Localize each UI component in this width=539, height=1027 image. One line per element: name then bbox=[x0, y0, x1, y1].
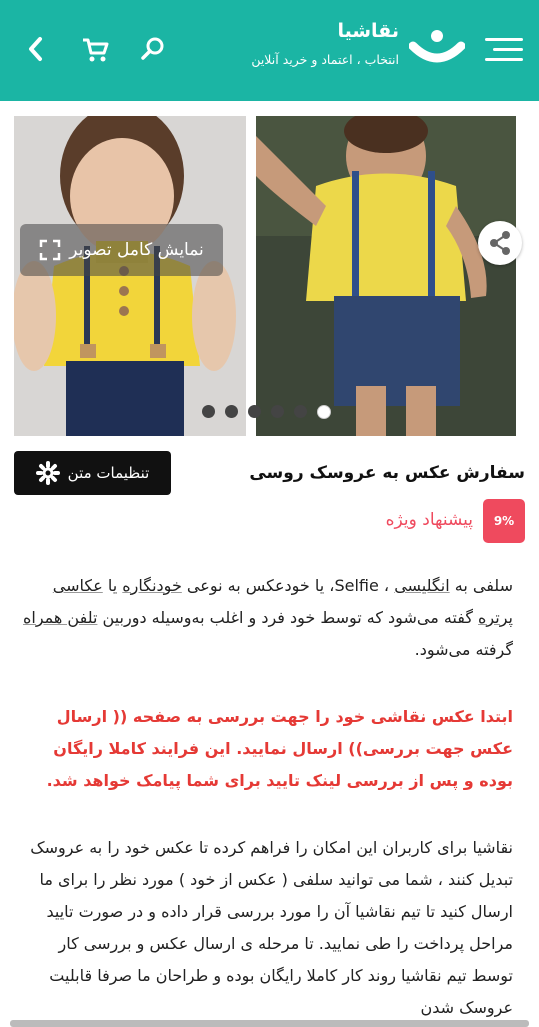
carousel-dot[interactable] bbox=[294, 405, 307, 418]
cart-icon[interactable] bbox=[80, 34, 110, 64]
carousel-dot[interactable] bbox=[248, 405, 261, 418]
product-image-gallery[interactable] bbox=[0, 101, 539, 441]
gear-icon bbox=[36, 461, 60, 485]
text-segment: یا bbox=[102, 576, 123, 595]
product-title: سفارش عکس به عروسک روسی bbox=[249, 463, 525, 483]
link-portrait-photography[interactable]: عکاسی پرتره bbox=[52, 576, 513, 627]
fullview-button[interactable] bbox=[20, 224, 223, 276]
description-intro bbox=[23, 570, 513, 666]
back-arrow-icon[interactable] bbox=[22, 34, 52, 64]
text-settings-label: تنظیمات متن bbox=[67, 464, 150, 482]
logo bbox=[409, 28, 465, 68]
brand[interactable] bbox=[251, 18, 399, 70]
share-icon bbox=[487, 230, 513, 256]
text-segment: ، Selfie، یا خودعکس به نوعی bbox=[181, 576, 395, 595]
child-photo[interactable] bbox=[256, 116, 516, 436]
text-settings-button[interactable] bbox=[14, 451, 171, 495]
top-app-bar bbox=[0, 0, 539, 101]
text-segment: سلفی به bbox=[449, 576, 513, 595]
discount-badge: 9% bbox=[483, 499, 525, 543]
text-segment: گفته می‌شود که توسط خود فرد و اغلب به‌وسیله دوربین bbox=[97, 608, 479, 627]
description-body: نقاشیا برای کاربران این امکان را فراهم کرده تا عکس خود را به عروسک تبدیل کنند ، شما می توانید سلفی ( عکس از خود ) مورد نظر را برای ما ارسال کنید تا تیم نقاشیا آن را مورد بررسی قرار داده و در صورت تایید مراحل پرداخت را طی نمایید. تا مرحله ی ارسال عکس و بررسی کار توسط تیم نقاشیا روند کار کاملا رایگان بوده و طراحان ما صرفا قابلیت عروسک شدن bbox=[30, 838, 513, 1017]
carousel-dot-active[interactable] bbox=[317, 405, 331, 419]
link-self-portrait[interactable]: خودنگاره bbox=[122, 576, 182, 595]
menu-icon[interactable] bbox=[485, 36, 523, 64]
brand-tagline: انتخاب ، اعتماد و خرید آنلاین bbox=[251, 52, 399, 67]
link-english[interactable]: انگلیسی bbox=[394, 576, 450, 595]
search-icon[interactable] bbox=[138, 34, 168, 64]
brand-name: نقاشیا bbox=[337, 20, 399, 42]
review-instructions: ابتدا عکس نقاشی خود را جهت بررسی به صفحه (( ارسال عکس جهت بررسی)) ارسال نمایید. این فرایند کاملا رایگان بوده و پس از بررسی لینک تایید برای شما پیامک خواهد شد. bbox=[46, 707, 513, 790]
link-mobile-phone[interactable]: تلفن همراه bbox=[22, 608, 98, 627]
scroll-indicator bbox=[10, 1020, 529, 1027]
expand-icon bbox=[39, 239, 61, 261]
special-offer-label: پیشنهاد ویژه bbox=[385, 510, 473, 530]
carousel-dot[interactable] bbox=[202, 405, 215, 418]
carousel-dot[interactable] bbox=[225, 405, 238, 418]
doll-image[interactable] bbox=[14, 116, 246, 436]
fullview-label: نمایش کامل تصویر bbox=[69, 240, 204, 260]
share-button[interactable] bbox=[478, 221, 522, 265]
text-segment: گرفته می‌شود. bbox=[414, 640, 513, 659]
carousel-indicators bbox=[202, 405, 331, 419]
carousel-dot[interactable] bbox=[271, 405, 284, 418]
